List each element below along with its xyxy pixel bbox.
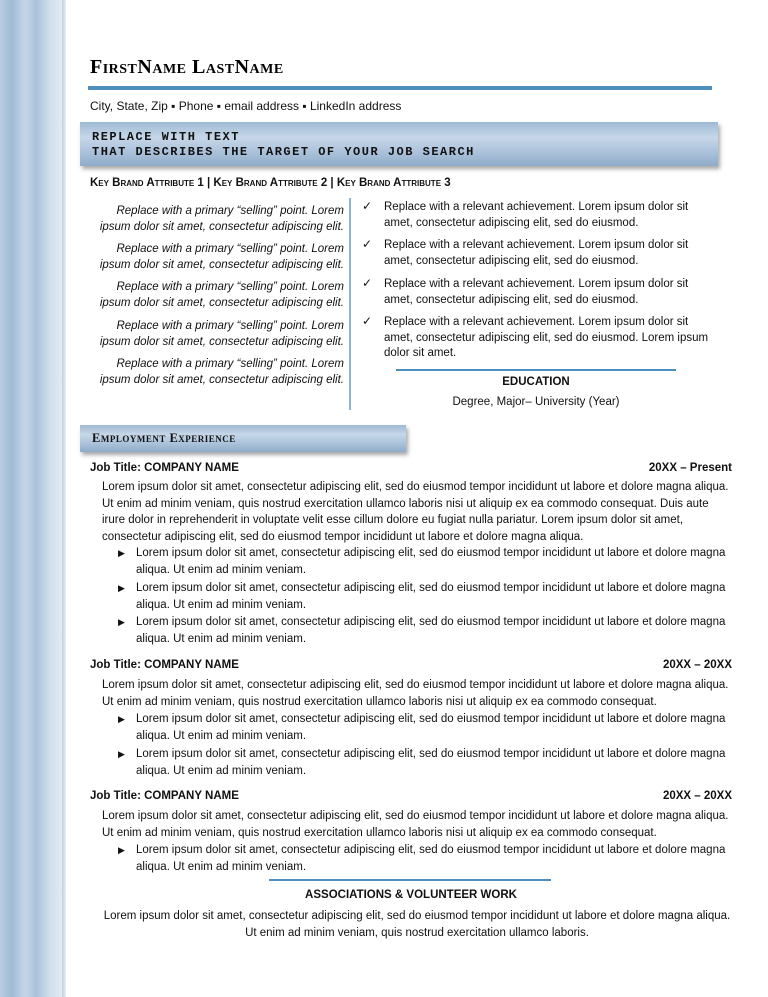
- associations-rule: [269, 879, 551, 881]
- triangle-bullet-icon: ▶: [118, 845, 125, 855]
- triangle-bullet-icon: ▶: [118, 617, 125, 627]
- column-divider: [349, 198, 351, 410]
- triangle-bullet-icon: ▶: [118, 548, 125, 558]
- achievement-text: Replace with a relevant achievement. Lorem ipsum dolor sit amet, consectetur adipiscing elit, sed do eiusmod.: [384, 239, 689, 267]
- selling-point: Replace with a primary “selling” point. Lorem ipsum dolor sit amet, consectetur adipiscing elit.: [99, 205, 344, 233]
- achievement-item: [362, 276, 714, 308]
- achievement-item: [362, 199, 714, 231]
- job-bullet: [118, 545, 726, 578]
- employment-banner: [80, 425, 406, 452]
- target-banner-line-1: REPLACE WITH TEXT: [92, 130, 240, 144]
- triangle-bullet-icon: ▶: [118, 749, 125, 759]
- selling-point: Replace with a primary “selling” point. Lorem ipsum dolor sit amet, consectetur adipiscing elit.: [99, 320, 344, 348]
- associations-heading: ASSOCIATIONS & VOLUNTEER WORK: [305, 889, 517, 901]
- candidate-name: FirstName LastName: [90, 56, 284, 78]
- achievement-text: Replace with a relevant achievement. Lorem ipsum dolor sit amet, consectetur adipiscing elit, sed do eiusmod.: [384, 201, 689, 229]
- checkmark-icon: ✓: [362, 314, 373, 328]
- job-summary: Lorem ipsum dolor sit amet, consectetur adipiscing elit, sed do eiusmod tempor incididunt ut labore et dolore magna aliqua. Ut enim ad minim veniam, quis nostrud exercitation ullamco laboris nisi ut aliquip ex ea commodo consequat.: [102, 810, 729, 839]
- job-dates: 20XX – 20XX: [662, 659, 732, 671]
- selling-point: Replace with a primary “selling” point. Lorem ipsum dolor sit amet, consectetur adipiscing elit.: [99, 358, 344, 386]
- job-summary: Lorem ipsum dolor sit amet, consectetur adipiscing elit, sed do eiusmod tempor incididunt ut labore et dolore magna aliqua. Ut enim ad minim veniam, quis nostrud exercitation ullamco laboris nisi ut aliquip ex ea commodo consequat.: [102, 679, 729, 708]
- achievement-text: Replace with a relevant achievement. Lorem ipsum dolor sit amet, consectetur adipiscing elit, sed do eiusmod. Lorem ipsum dolor sit amet.: [384, 316, 709, 359]
- achievement-text: Replace with a relevant achievement. Lorem ipsum dolor sit amet, consectetur adipiscing elit, sed do eiusmod.: [384, 278, 689, 306]
- checkmark-icon: ✓: [362, 276, 373, 290]
- key-brand-attributes: Key Brand Attribute 1 | Key Brand Attribute 2 | Key Brand Attribute 3: [90, 177, 451, 189]
- education-degree: Degree, Major– University (Year): [452, 396, 620, 408]
- name-underline-rule: [88, 86, 712, 90]
- job-summary: Lorem ipsum dolor sit amet, consectetur adipiscing elit, sed do eiusmod tempor incididunt ut labore et dolore magna aliqua. Ut enim ad minim veniam, quis nostrud exercitation ullamco laboris nisi ut aliquip ex ea commodo consequat. Duis aute irure dolor in reprehenderit in voluptate velit esse cillum dolore eu fugiat nulla pariatur. Lorem ipsum dolor sit amet, consectetur adipiscing elit, sed do eiusmod tempor incididunt ut labore et dolore magna aliqua.: [102, 481, 729, 543]
- job-bullet: [118, 842, 726, 875]
- triangle-bullet-icon: ▶: [118, 583, 125, 593]
- employment-heading: Employment Experience: [92, 431, 236, 445]
- job-bullet-text: Lorem ipsum dolor sit amet, consectetur adipiscing elit, sed do eiusmod tempor incididunt ut labore et dolore magna aliqua. Ut enim ad minim veniam.: [136, 582, 726, 611]
- target-banner: [80, 122, 718, 166]
- job-bullet: [118, 746, 726, 779]
- job-dates: 20XX – 20XX: [662, 790, 732, 802]
- job-title: Job Title: COMPANY NAME: [90, 790, 239, 802]
- job-bullet-text: Lorem ipsum dolor sit amet, consectetur adipiscing elit, sed do eiusmod tempor incididunt ut labore et dolore magna aliqua. Ut enim ad minim veniam.: [136, 616, 726, 645]
- target-banner-line-2: THAT DESCRIBES THE TARGET OF YOUR JOB SEARCH: [92, 145, 475, 159]
- job-bullet: [118, 711, 726, 744]
- education-heading: EDUCATION: [502, 376, 570, 388]
- job-title: Job Title: COMPANY NAME: [90, 462, 239, 474]
- checkmark-icon: ✓: [362, 237, 373, 251]
- selling-point: Replace with a primary “selling” point. Lorem ipsum dolor sit amet, consectetur adipiscing elit.: [99, 281, 344, 309]
- job-bullet: [118, 614, 726, 647]
- achievement-item: [362, 237, 714, 269]
- decorative-side-bar: [0, 0, 66, 997]
- contact-line: City, State, Zip ▪ Phone ▪ email address ▪ LinkedIn address: [90, 99, 402, 113]
- resume-page: [66, 0, 768, 997]
- job-bullet-text: Lorem ipsum dolor sit amet, consectetur adipiscing elit, sed do eiusmod tempor incididunt ut labore et dolore magna aliqua. Ut enim ad minim veniam.: [136, 844, 726, 873]
- job-bullet-text: Lorem ipsum dolor sit amet, consectetur adipiscing elit, sed do eiusmod tempor incididunt ut labore et dolore magna aliqua. Ut enim ad minim veniam.: [136, 547, 726, 576]
- job-bullet: [118, 580, 726, 613]
- triangle-bullet-icon: ▶: [118, 714, 125, 724]
- selling-point: Replace with a primary “selling” point. Lorem ipsum dolor sit amet, consectetur adipiscing elit.: [99, 243, 344, 271]
- achievement-item: [362, 314, 714, 362]
- checkmark-icon: ✓: [362, 199, 373, 213]
- job-bullet-text: Lorem ipsum dolor sit amet, consectetur adipiscing elit, sed do eiusmod tempor incididunt ut labore et dolore magna aliqua. Ut enim ad minim veniam.: [136, 748, 726, 777]
- job-title: Job Title: COMPANY NAME: [90, 659, 239, 671]
- job-bullet-text: Lorem ipsum dolor sit amet, consectetur adipiscing elit, sed do eiusmod tempor incididunt ut labore et dolore magna aliqua. Ut enim ad minim veniam.: [136, 713, 726, 742]
- job-dates: 20XX – Present: [648, 462, 732, 474]
- education-rule: [396, 369, 676, 371]
- associations-text: Lorem ipsum dolor sit amet, consectetur adipiscing elit, sed do eiusmod tempor incididunt ut labore et dolore magna aliqua. Ut enim ad minim veniam, quis nostrud exercitation ullamco laboris.: [103, 910, 731, 939]
